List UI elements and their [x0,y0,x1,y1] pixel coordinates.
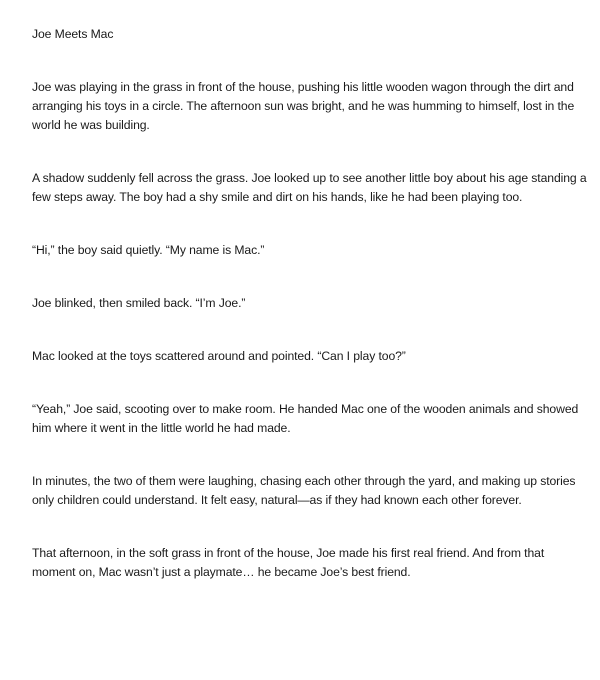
paragraph-4: Joe blinked, then smiled back. “I’m Joe.” [32,296,246,310]
paragraph-3: “Hi,” the boy said quietly. “My name is Mac.” [32,243,265,257]
paragraph-6: “Yeah,” Joe said, scooting over to make room. He handed Mac one of the wooden animals and showed him where it went in the little world he had made. [32,402,579,435]
paragraph-5: Mac looked at the toys scattered around and pointed. “Can I play too?” [32,349,406,363]
paragraph-8: That afternoon, in the soft grass in front of the house, Joe made his first real friend. And from that moment on, Mac wasn’t just a playmate… he became Joe’s best friend. [32,546,545,579]
paragraph-1: Joe was playing in the grass in front of the house, pushing his little wooden wagon through the dirt and arranging his toys in a circle. The afternoon sun was bright, and he was humming to himself, lost in the world he was building. [32,80,575,132]
paragraph-7: In minutes, the two of them were laughing, chasing each other through the yard, and making up stories only children could understand. It felt easy, natural—as if they had known each other forever. [32,474,576,507]
document-title: Joe Meets Mac [32,27,114,41]
paragraph-2: A shadow suddenly fell across the grass. Joe looked up to see another little boy about his age standing a few steps away. The boy had a shy smile and dirt on his hands, like he had been playing too. [32,171,587,204]
